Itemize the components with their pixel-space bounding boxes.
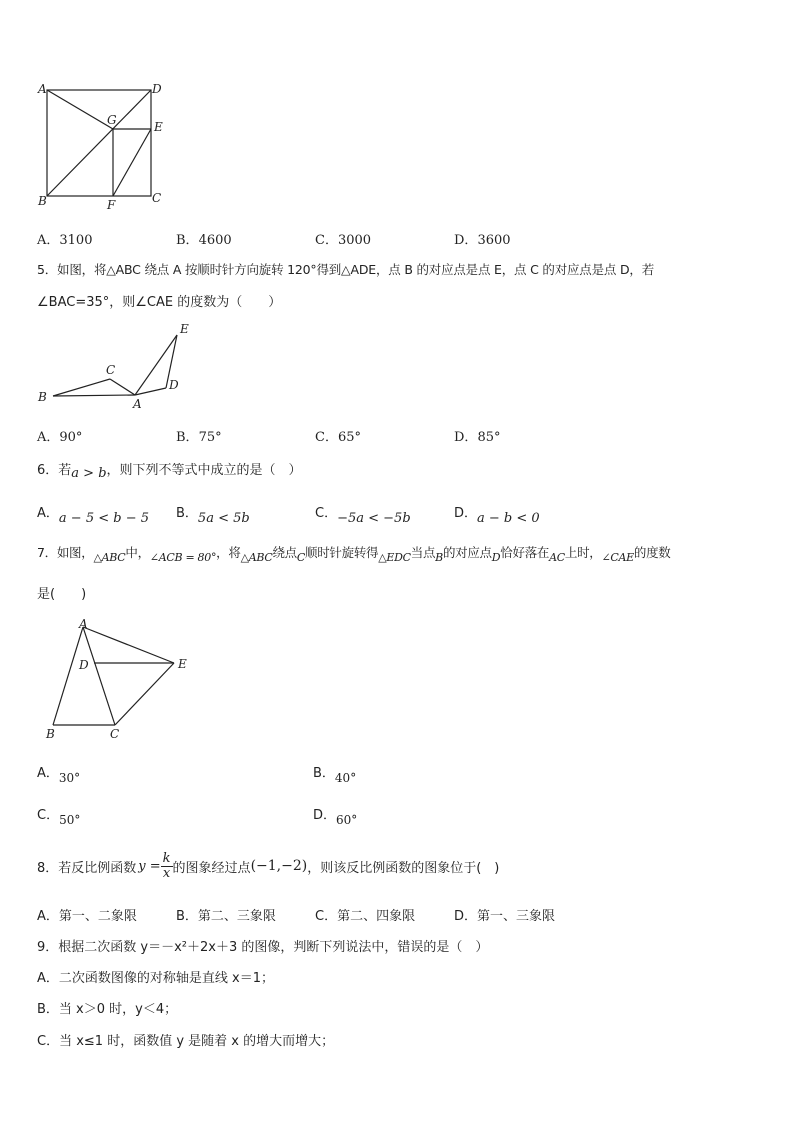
q8-stem: 8．若反比例函数 y = $\frac{k}{x}$ 的图象经过点 (−1,−2) ，则该反比例函数的图象位于( ): [37, 850, 500, 881]
segment-ab: [53, 627, 83, 725]
label-a: A: [133, 397, 142, 411]
q7-option-a[interactable]: A．30°: [37, 766, 81, 785]
figure-q7-rotation: [30, 615, 200, 743]
label-g: G: [107, 113, 117, 127]
q9-option-c[interactable]: C．当 x≤1 时，函数值 y 是随着 x 的增大而增大；: [37, 1034, 335, 1049]
q4-option-d[interactable]: D．3600: [454, 233, 511, 248]
q6-option-d[interactable]: D．a − b < 0: [454, 506, 540, 526]
label-e: E: [178, 657, 187, 671]
q5-stem-line1: 5．如图，将△ABC 绕点 A 按顺时针方向旋转 120°得到△ADE，点 B 的对应点是点 E，点 C 的对应点是点 D，若: [37, 262, 655, 277]
q6-condition: a > b: [71, 466, 107, 481]
q8-option-a[interactable]: A．第一、二象限: [37, 909, 137, 924]
q8-option-d[interactable]: D．第一、三象限: [454, 909, 556, 924]
label-d: D: [169, 378, 179, 392]
label-f: F: [107, 198, 116, 212]
q6-option-b[interactable]: B．5a < 5b: [176, 506, 250, 526]
label-a: A: [79, 617, 88, 631]
q6-option-c[interactable]: C．−5a < −5b: [315, 506, 411, 526]
q8-option-b[interactable]: B．第二、三象限: [176, 909, 276, 924]
q4-option-c[interactable]: C．3000: [315, 233, 372, 248]
segment-bc: [53, 379, 110, 396]
label-b: B: [38, 194, 47, 208]
q4-option-a[interactable]: A．3100: [37, 233, 93, 248]
q9-stem: 9．根据二次函数 y＝－x²＋2x＋3 的图像，判断下列说法中，错误的是（ ）: [37, 940, 489, 955]
q5-option-b[interactable]: B．75°: [176, 430, 222, 445]
segment-fe: [113, 129, 151, 196]
label-c: C: [110, 727, 120, 741]
label-e: E: [180, 322, 189, 336]
segment-ac: [83, 627, 115, 725]
label-e: E: [154, 120, 163, 134]
label-b: B: [38, 390, 47, 404]
q6-option-a[interactable]: A．a − 5 < b − 5: [37, 506, 149, 526]
label-a: A: [38, 82, 47, 96]
label-d: D: [152, 82, 162, 96]
q7-option-d[interactable]: D．60°: [313, 808, 358, 827]
label-c: C: [152, 191, 162, 205]
q8-option-c[interactable]: C．第二、四象限: [315, 909, 416, 924]
segment-ae: [83, 627, 174, 663]
figure-q4-square: [30, 78, 170, 213]
label-b: B: [46, 727, 55, 741]
q5-stem-line2: ∠BAC=35°，则∠CAE 的度数为（ ）: [37, 295, 282, 310]
segment-ce: [115, 663, 174, 725]
segment-ag: [47, 90, 113, 129]
label-d: D: [79, 658, 89, 672]
q7-option-c[interactable]: C．50°: [37, 808, 81, 827]
segment-bd: [47, 90, 151, 196]
q9-option-a[interactable]: A．二次函数图像的对称轴是直线 x＝1；: [37, 971, 274, 986]
q9-option-b[interactable]: B．当 x＞0 时，y＜4；: [37, 1002, 178, 1017]
segment-ca: [110, 379, 135, 395]
q7-stem-line1: 7．如图，△ABC中，∠ACB = 80°，将△ABC绕点C顺时针旋转得△EDC当点B的对应点D恰好落在AC上时，∠CAE的度数: [37, 545, 671, 564]
q4-option-b[interactable]: B．4600: [176, 233, 232, 248]
fraction-k-over-x: $\frac{k}{x}$: [162, 850, 171, 881]
q6-stem: 6．若a > b，则下列不等式中成立的是（ ）: [37, 463, 302, 481]
q7-stem-line2: 是( ): [37, 587, 87, 602]
segment-ba: [53, 395, 135, 396]
q5-option-a[interactable]: A．90°: [37, 430, 83, 445]
q5-option-c[interactable]: C．65°: [315, 430, 361, 445]
q8-point: (−1,−2): [250, 858, 308, 874]
label-c: C: [106, 363, 116, 377]
q7-option-b[interactable]: B．40°: [313, 766, 357, 785]
figure-q5-rotation: [30, 320, 205, 412]
q5-option-d[interactable]: D．85°: [454, 430, 501, 445]
